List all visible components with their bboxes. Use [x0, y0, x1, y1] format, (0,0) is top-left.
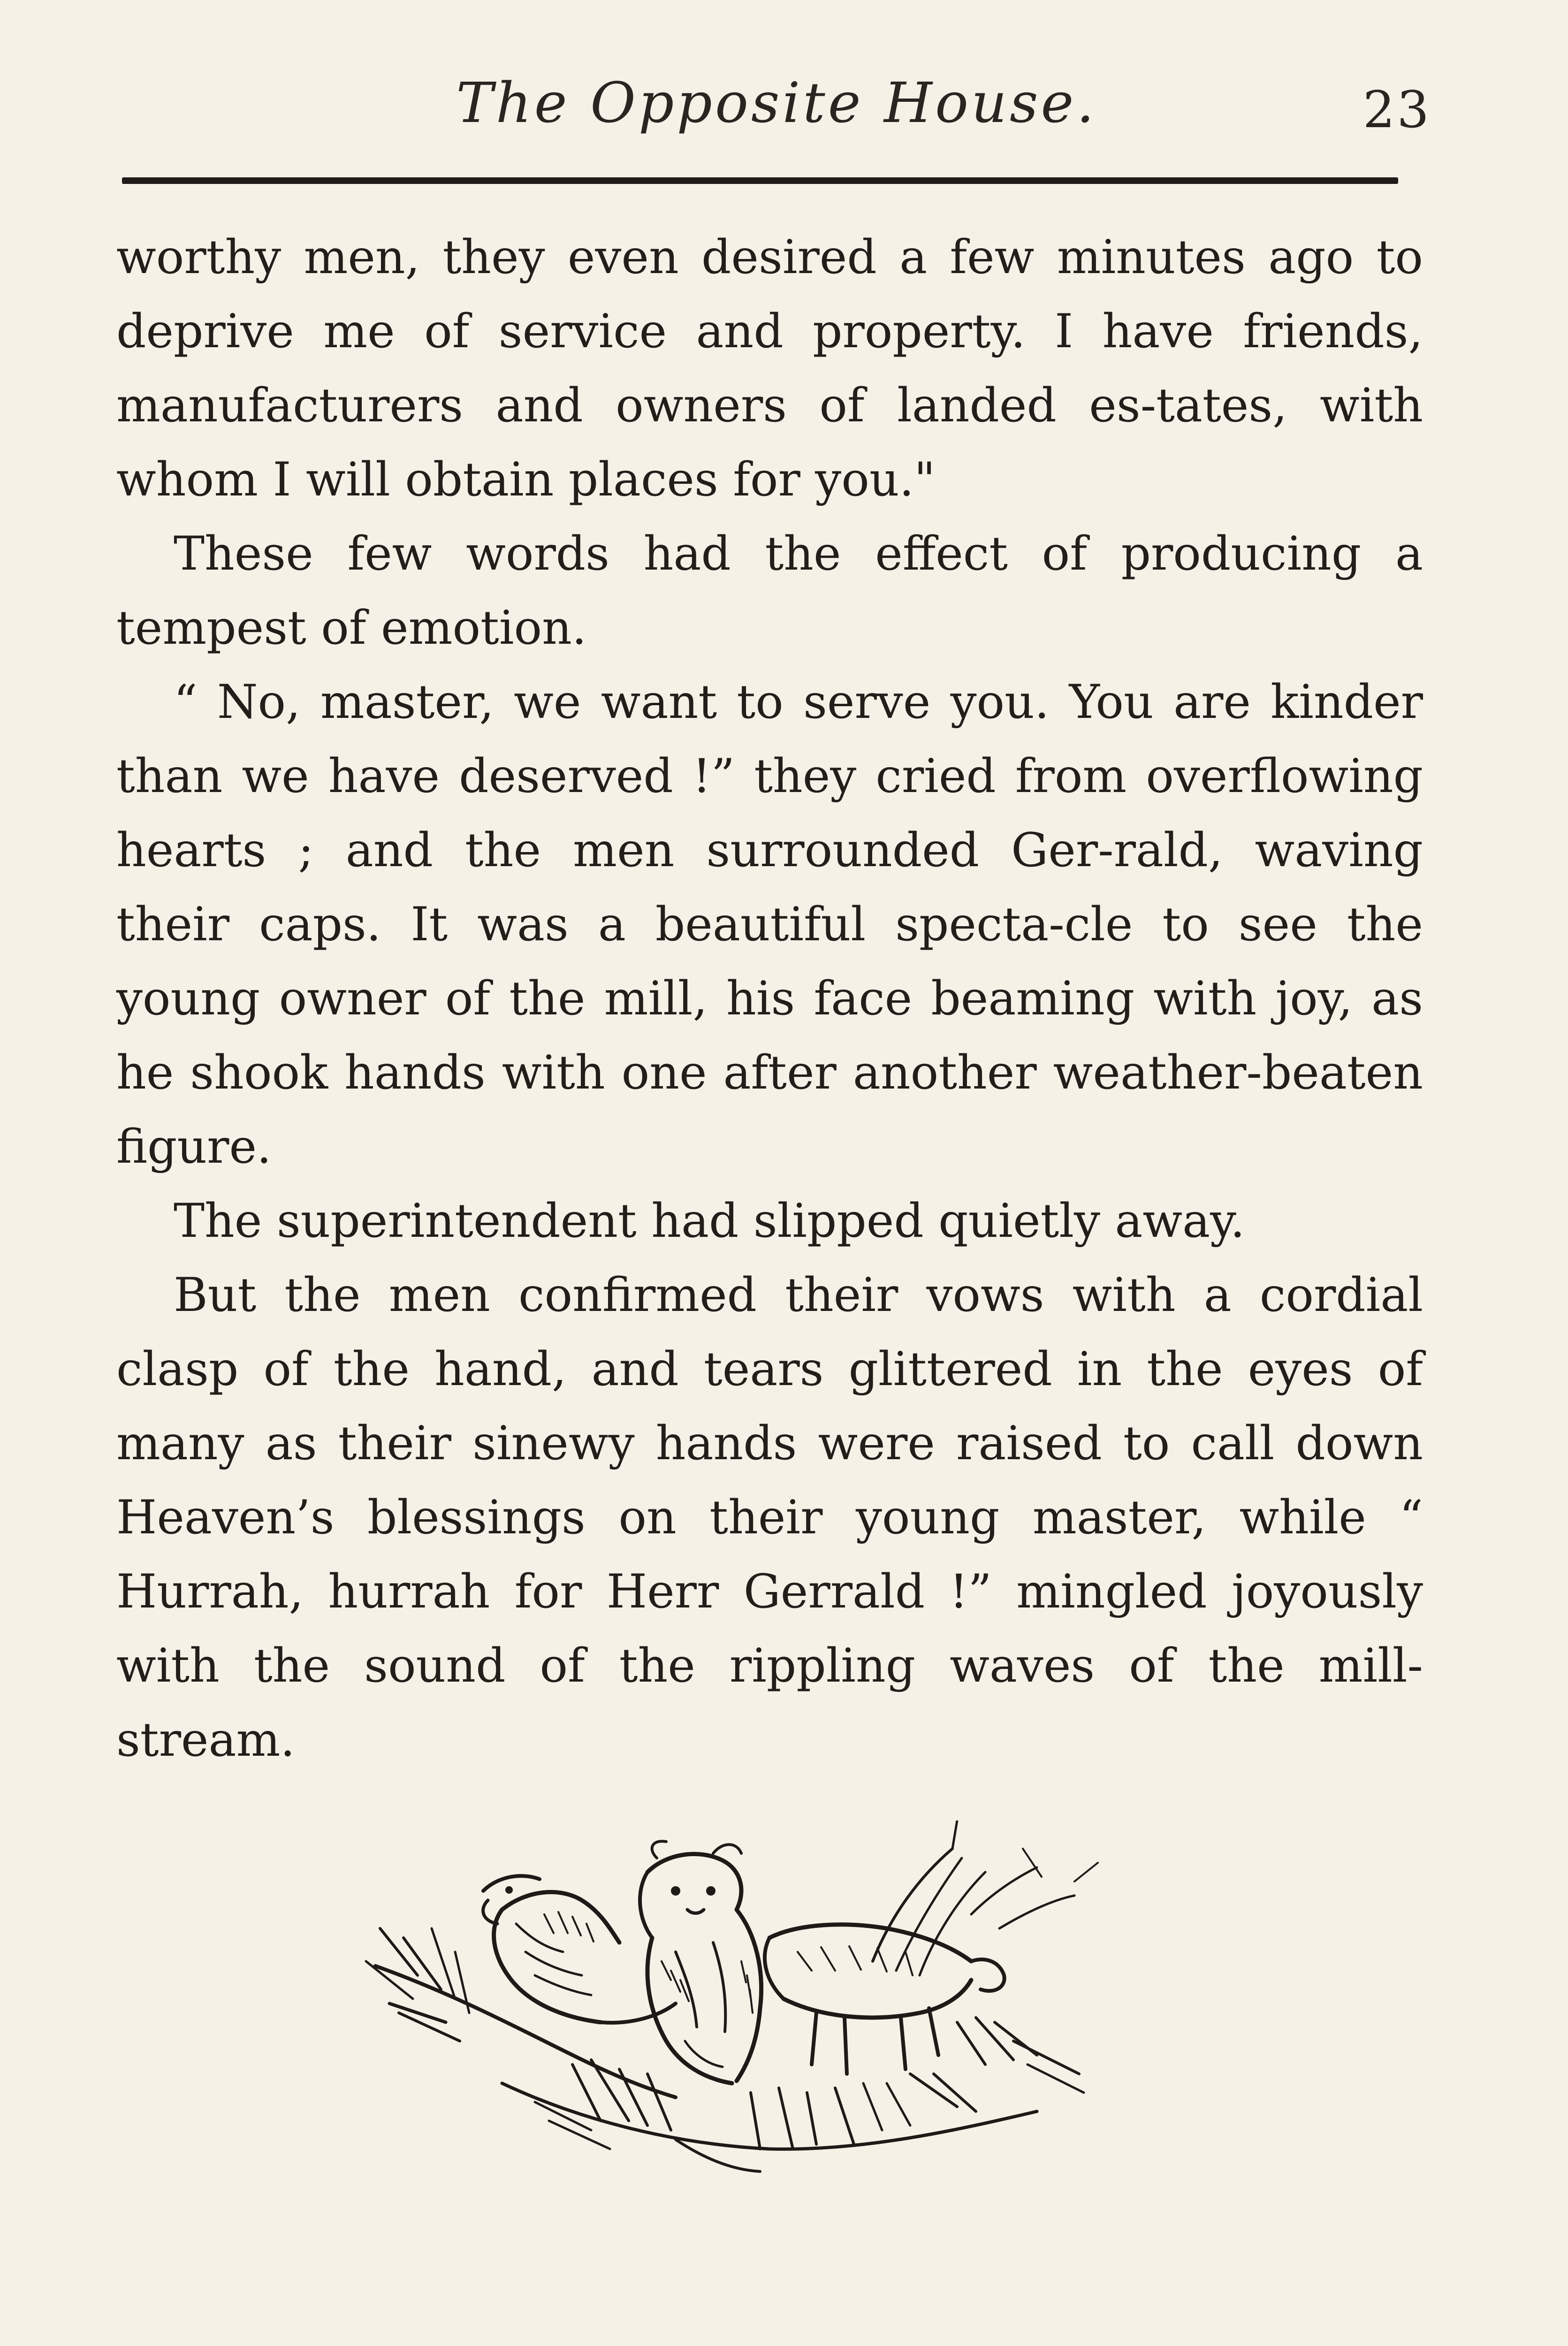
body-text: [116, 221, 1423, 1777]
paragraph-4: The superintendent had slipped quietly away.: [174, 1194, 1245, 1248]
dogs-illustration: [347, 1820, 1164, 2177]
header-rule: [122, 177, 1398, 184]
paragraph-3: “ No, master, we want to serve you. You are kinder than we have deserved !” they cried from overflowing hearts ; and the men surrounded Ger-rald, waving their caps. It was a beautiful specta-cle to see the young owner of the mill, his face beaming with joy, as he shook hands with one after another weather-beaten figure.: [116, 675, 1423, 1174]
running-head: [122, 61, 1431, 141]
paragraph-5: But the men confirmed their vows with a cordial clasp of the hand, and tears glittered in the eyes of many as their sinewy hands were raised to call down Heaven’s blessings on their young master, while “ Hurrah, hurrah for Herr Gerrald !” mingled joyously with the sound of the rippling waves of the mill-stream.: [116, 1268, 1423, 1767]
paragraph-2: These few words had the effect of producing a tempest of emotion.: [116, 527, 1423, 655]
paragraph-1: worthy men, they even desired a few minutes ago to deprive me of service and property. I have friends, manufacturers and owners of landed es-tates, with whom I will obtain places for you.": [116, 230, 1423, 507]
running-title: The Opposite House.: [456, 70, 1097, 135]
page-number: 23: [1362, 81, 1431, 139]
